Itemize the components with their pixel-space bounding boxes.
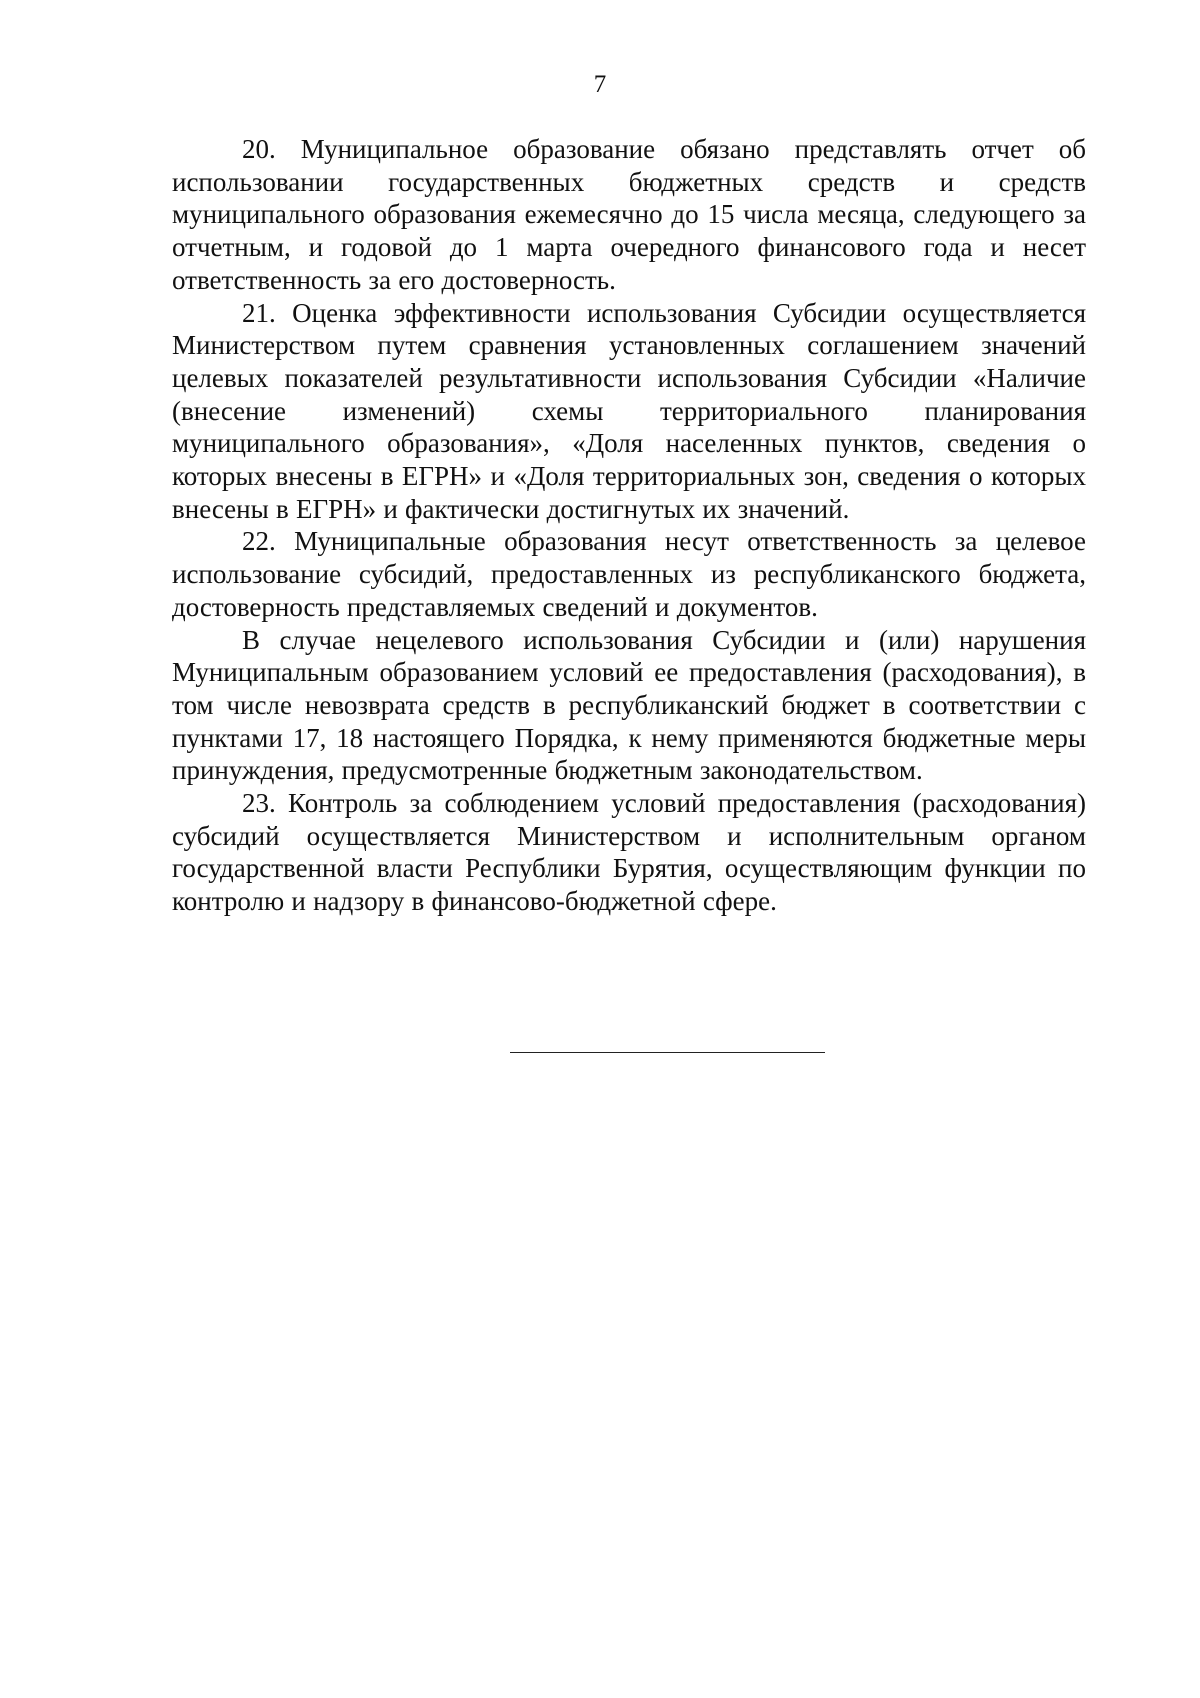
paragraph-22-continuation: В случае нецелевого использования Субсидии и (или) нарушения Муниципальным образованием условий ее предоставления (расходования), в том числе невозврата средств в республиканский бюджет в соответствии с пунктами 17, 18 настоящего Порядка, к нему применяются бюджетные меры принуждения, предусмотренные бюджетным законодательством. [172, 624, 1086, 786]
paragraph-22: 22. Муниципальные образования несут ответственность за целевое использование субсидий, предоставленных из республиканского бюджета, достоверность представляемых сведений и документов. [172, 526, 1086, 622]
page-number: 7 [593, 71, 607, 98]
paragraph-20: 20. Муниципальное образование обязано представлять отчет об использовании государственных бюджетных средств и средств муниципального образования ежемесячно до 15 числа месяца, следующего за отчетным, и годовой до 1 марта очередного финансового года и несет ответственность за его достоверность. [172, 134, 1086, 295]
paragraph-21: 21. Оценка эффективности использования Субсидии осуществляется Министерством путем сравнения установленных соглашением значений целевых показателей результативности использования Субсидии «Наличие (внесение изменений) схемы территориального планирования муниципального образования», «Доля населенных пунктов, сведения о которых внесены в ЕГРН» и «Доля территориальных зон, сведения о которых внесены в ЕГРН» и фактически достигнутых их значений. [172, 297, 1086, 524]
end-separator-line [510, 1052, 825, 1053]
paragraph-23: 23. Контроль за соблюдением условий предоставления (расходования) субсидий осуществляется Министерством и исполнительным органом государственной власти Республики Бурятия, осуществляющим функции по контролю и надзору в финансово-бюджетной сфере. [172, 788, 1086, 917]
document-body [172, 133, 1086, 918]
